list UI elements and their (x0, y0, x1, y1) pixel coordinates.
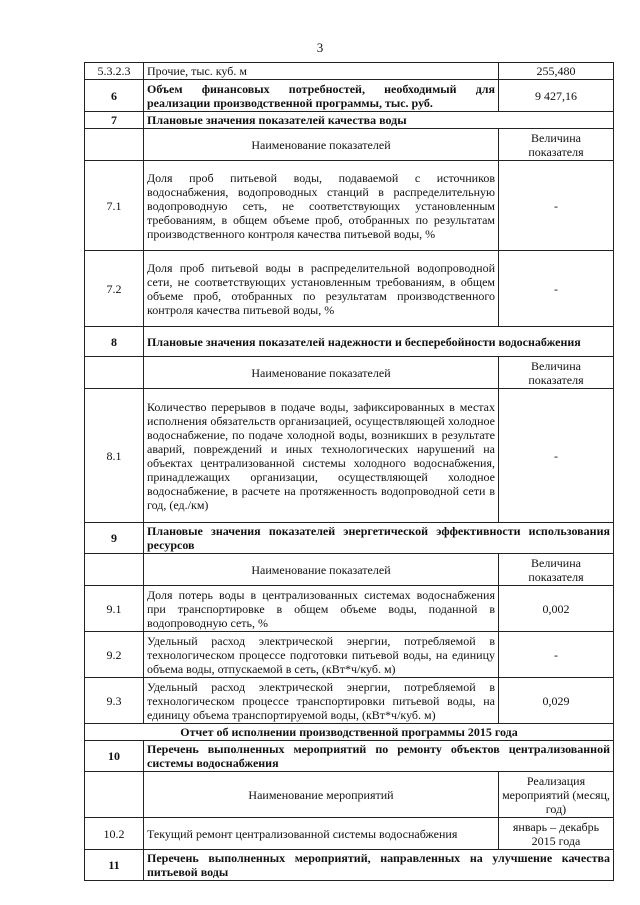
production-program-table (84, 62, 614, 881)
column-header-name: Наименование показателей (144, 554, 499, 586)
row-number: 8.1 (85, 389, 144, 523)
empty-cell (85, 554, 144, 586)
row-text: Текущий ремонт централизованной системы водоснабжения (144, 818, 499, 850)
row-text: Объем финансовых потребностей, необходимый для реализации производственной программы, тыс. руб. (144, 80, 499, 112)
column-header-name: Наименование мероприятий (144, 772, 499, 818)
section-title: Перечень выполненных мероприятий по ремонту объектов централизованной системы водоснабжения (144, 741, 614, 772)
section-row (85, 523, 614, 554)
table-row (85, 63, 614, 80)
table-row (85, 818, 614, 850)
row-number: 5.3.2.3 (85, 63, 144, 80)
column-header-row (85, 357, 614, 389)
section-number: 10 (85, 741, 144, 772)
section-number: 11 (85, 850, 144, 881)
row-value: 9 427,16 (499, 80, 614, 112)
section-row (85, 327, 614, 357)
report-title: Отчет об исполнении производственной программы 2015 года (85, 724, 614, 741)
empty-cell (85, 357, 144, 389)
page-number: 3 (316, 40, 324, 55)
section-title: Плановые значения показателей надежности и бесперебойности водоснабжения (144, 327, 614, 357)
row-value: 255,480 (499, 63, 614, 80)
section-title: Плановые значения показателей энергетической эффективности использования ресурсов (144, 523, 614, 554)
section-number: 7 (85, 112, 144, 129)
table-row (85, 586, 614, 632)
section-number: 8 (85, 327, 144, 357)
row-value: 0,029 (499, 678, 614, 724)
section-number: 9 (85, 523, 144, 554)
row-text: Удельный расход электрической энергии, потребляемой в технологическом процессе транспортировки питьевой воды, на единицу объема транспортируемой воды, (кВт*ч/куб. м) (144, 678, 499, 724)
table-row (85, 251, 614, 327)
column-header-value: Величина показателя (499, 554, 614, 586)
table-row (85, 161, 614, 251)
row-text: Удельный расход электрической энергии, потребляемой в технологическом процессе подготовки питьевой воды, на единицу объема воды, отпускаемой в сеть, (кВт*ч/куб. м) (144, 632, 499, 678)
row-value: - (499, 161, 614, 251)
section-title: Перечень выполненных мероприятий, направленных на улучшение качества питьевой воды (144, 850, 614, 881)
column-header-row (85, 129, 614, 161)
row-text: Доля потерь воды в централизованных системах водоснабжения при транспортировке в общем объеме воды, поданной в водопроводную сеть, % (144, 586, 499, 632)
column-header-name: Наименование показателей (144, 129, 499, 161)
row-number: 7.2 (85, 251, 144, 327)
row-text: Количество перерывов в подаче воды, зафиксированных в местах исполнения обязательств организацией, осуществляющей холодное водоснабжение, по подаче холодной воды, возникших в результате аварий, повреждений и иных технологических нарушений на объектах централизованной системы холодного водоснабжения, принадлежащих организации, осуществляющей холодное водоснабжение, в расчете на протяженность водопроводной сети в год, (ед./км) (144, 389, 499, 523)
row-value: - (499, 632, 614, 678)
row-text: Прочие, тыс. куб. м (144, 63, 499, 80)
column-header-name: Наименование показателей (144, 357, 499, 389)
section-title: Плановые значения показателей качества воды (144, 112, 614, 129)
row-text: Доля проб питьевой воды, подаваемой с источников водоснабжения, водопроводных станций в распределительную водопроводную сеть, не соответствующих установленным требованиям, в общем объеме проб, отобранных по результатам производственного контроля качества питьевой воды, % (144, 161, 499, 251)
section-row (85, 850, 614, 881)
column-header-row (85, 554, 614, 586)
section-row (85, 741, 614, 772)
row-number: 9.2 (85, 632, 144, 678)
row-number: 10.2 (85, 818, 144, 850)
column-header-value: Величина показателя (499, 357, 614, 389)
column-header-value: Реализация мероприятий (месяц, год) (499, 772, 614, 818)
row-number: 6 (85, 80, 144, 112)
table-row (85, 632, 614, 678)
empty-cell (85, 129, 144, 161)
table-row (85, 389, 614, 523)
report-title-row (85, 724, 614, 741)
column-header-row (85, 772, 614, 818)
row-value: - (499, 251, 614, 327)
empty-cell (85, 772, 144, 818)
row-number: 7.1 (85, 161, 144, 251)
row-text: Доля проб питьевой воды в распределительной водопроводной сети, не соответствующих установленным требованиям, в общем объеме проб, отобранных по результатам производственного контроля качества питьевой воды, % (144, 251, 499, 327)
row-value: январь – декабрь 2015 года (499, 818, 614, 850)
table-row (85, 80, 614, 112)
row-value: 0,002 (499, 586, 614, 632)
table-row (85, 678, 614, 724)
row-number: 9.3 (85, 678, 144, 724)
column-header-value: Величина показателя (499, 129, 614, 161)
section-row (85, 112, 614, 129)
row-number: 9.1 (85, 586, 144, 632)
row-value: - (499, 389, 614, 523)
